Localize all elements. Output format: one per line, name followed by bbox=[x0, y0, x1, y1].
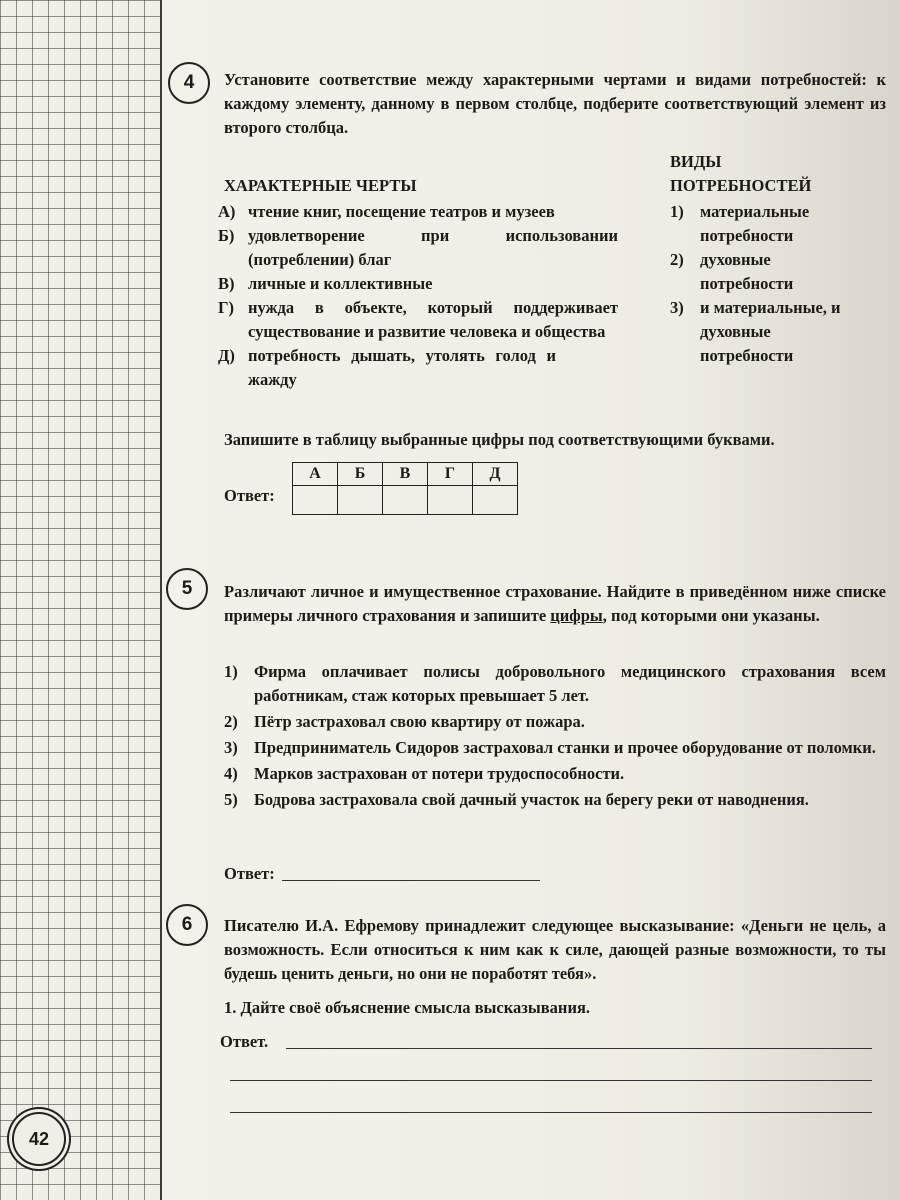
item-label: 2) bbox=[224, 712, 238, 731]
list-item bbox=[224, 762, 886, 786]
table-header-cell: Г bbox=[428, 463, 473, 486]
q5-prompt-emphasis: цифры bbox=[550, 606, 603, 625]
item-text: личные и коллективные bbox=[248, 274, 433, 293]
list-item bbox=[218, 272, 618, 296]
item-label: 5) bbox=[224, 790, 238, 809]
item-label: 4) bbox=[224, 764, 238, 783]
item-label: Д) bbox=[218, 346, 235, 365]
q6-answer-line-2[interactable] bbox=[230, 1080, 872, 1081]
item-text: чтение книг, посещение театров и музеев bbox=[248, 202, 555, 221]
list-item bbox=[224, 788, 886, 812]
q5-answer-label: Ответ: bbox=[224, 864, 275, 883]
item-label: Б) bbox=[218, 226, 235, 245]
answer-cell-d[interactable] bbox=[473, 486, 518, 515]
item-label: 1) bbox=[224, 662, 238, 681]
item-text: потребность дышать, утолять голод и жажду bbox=[248, 346, 556, 389]
item-text: Марков застрахован от потери трудоспособности. bbox=[254, 764, 625, 783]
answer-cell-a[interactable] bbox=[293, 486, 338, 515]
list-item bbox=[670, 200, 850, 248]
list-item bbox=[670, 248, 850, 296]
q4-col2-header-line2: ПОТРЕБНОСТЕЙ bbox=[670, 176, 812, 195]
q5-items-list bbox=[224, 660, 886, 812]
q5-prompt-before: Различают личное и имущественное страхование. Найдите в приведённом ниже списке примеры личного страхования и запишите bbox=[224, 582, 886, 625]
table-header-cell: Д bbox=[473, 463, 518, 486]
table-header-cell: В bbox=[383, 463, 428, 486]
item-label: 1) bbox=[670, 202, 684, 221]
workbook-page bbox=[162, 0, 900, 1200]
q4-features-list bbox=[218, 200, 618, 392]
item-text: материальные потребности bbox=[700, 202, 810, 245]
q4-col2-header-line1: ВИДЫ bbox=[670, 152, 722, 171]
question-number-6: 6 bbox=[166, 904, 208, 946]
item-text: удовлетворение при использовании (потреблении) благ bbox=[248, 226, 618, 269]
q4-instruction: Запишите в таблицу выбранные цифры под соответствующими буквами. bbox=[224, 430, 775, 449]
list-item bbox=[218, 296, 618, 344]
item-text: Предприниматель Сидоров застраховал станки и прочее оборудование от поломки. bbox=[254, 738, 876, 757]
table-header-row bbox=[293, 463, 518, 486]
list-item bbox=[224, 710, 886, 734]
item-text: нужда в объекте, который поддерживает существование и развитие человека и общества bbox=[248, 298, 618, 341]
q4-answer-table bbox=[292, 462, 518, 515]
list-item bbox=[218, 224, 618, 272]
list-item bbox=[224, 660, 886, 708]
table-header-cell: А bbox=[293, 463, 338, 486]
item-label: А) bbox=[218, 202, 236, 221]
q6-answer-line-1[interactable] bbox=[286, 1048, 872, 1049]
answer-cell-g[interactable] bbox=[428, 486, 473, 515]
grid-margin bbox=[0, 0, 162, 1200]
q6-prompt: Писателю И.А. Ефремову принадлежит следующее высказывание: «Деньги не цель, а возможность. Если относиться к ним как к силе, дающей разные возможности, то ты будешь ценить деньги, но они не поработят тебя». bbox=[224, 916, 886, 983]
item-label: 3) bbox=[670, 298, 684, 317]
list-item bbox=[218, 200, 618, 224]
answer-cell-v[interactable] bbox=[383, 486, 428, 515]
item-label: В) bbox=[218, 274, 235, 293]
q5-prompt-after: , под которыми они указаны. bbox=[602, 606, 820, 625]
question-number-5: 5 bbox=[166, 568, 208, 610]
answer-cell-b[interactable] bbox=[338, 486, 383, 515]
q5-answer-line[interactable] bbox=[282, 880, 540, 881]
item-text: и материальные, и духовные потребности bbox=[700, 298, 841, 365]
q4-col1-header: ХАРАКТЕРНЫЕ ЧЕРТЫ bbox=[224, 176, 417, 195]
q4-prompt: Установите соответствие между характерными чертами и видами потребностей: к каждому элементу, данному в первом столбце, подберите соответствующий элемент из второго столбца. bbox=[224, 70, 886, 137]
list-item bbox=[224, 736, 886, 760]
item-label: 2) bbox=[670, 250, 684, 269]
item-text: духовные потребности bbox=[700, 250, 794, 293]
list-item bbox=[670, 296, 850, 368]
item-text: Пётр застраховал свою квартиру от пожара. bbox=[254, 712, 585, 731]
q6-task: 1. Дайте своё объяснение смысла высказывания. bbox=[224, 998, 590, 1017]
list-item bbox=[218, 344, 618, 392]
q6-answer-label: Ответ. bbox=[220, 1032, 269, 1051]
table-header-cell: Б bbox=[338, 463, 383, 486]
q5-prompt bbox=[224, 580, 886, 628]
item-text: Фирма оплачивает полисы добровольного медицинского страхования всем работникам, стаж которых превышает 5 лет. bbox=[254, 662, 886, 705]
page-number: 42 bbox=[12, 1112, 66, 1166]
item-label: Г) bbox=[218, 298, 234, 317]
q4-answer-label: Ответ: bbox=[224, 486, 275, 505]
item-label: 3) bbox=[224, 738, 238, 757]
question-number-4: 4 bbox=[168, 62, 210, 104]
q4-types-list bbox=[670, 200, 850, 368]
q4-col2-header bbox=[670, 150, 870, 198]
item-text: Бодрова застраховала свой дачный участок на берегу реки от наводнения. bbox=[254, 790, 809, 809]
q6-answer-line-3[interactable] bbox=[230, 1112, 872, 1113]
table-answer-row[interactable] bbox=[293, 486, 518, 515]
